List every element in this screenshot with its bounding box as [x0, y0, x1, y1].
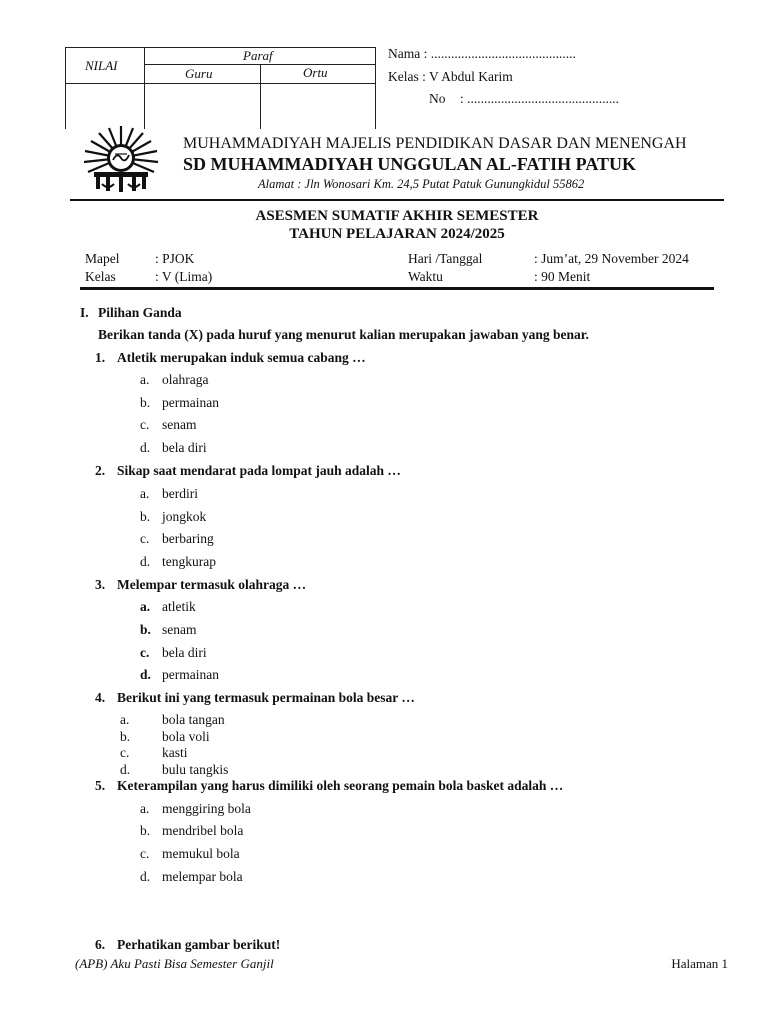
question-number: 1.	[95, 350, 106, 365]
organization-name: MUHAMMADIYAH MAJELIS PENDIDIKAN DASAR DAN MENENGAH	[183, 135, 687, 152]
option-text: melempar bola	[162, 869, 243, 884]
option-letter[interactable]: d.	[140, 554, 151, 569]
waktu-label: Waktu	[408, 269, 443, 284]
ortu-signature-cell[interactable]	[261, 84, 375, 129]
waktu-value: : 90 Menit	[534, 269, 591, 284]
option-text: permainan	[162, 395, 219, 410]
kelas-value: : V (Lima)	[155, 269, 213, 284]
exam-title: ASESMEN SUMATIF AKHIR SEMESTER	[255, 208, 539, 224]
option-text: bela diri	[162, 645, 207, 660]
mapel-label: Mapel	[85, 251, 120, 266]
hari-value: : Jum’at, 29 November 2024	[534, 251, 689, 266]
question-number: 4.	[95, 690, 106, 705]
question-text: Atletik merupakan induk semua cabang …	[117, 350, 366, 365]
option-text: tengkurap	[162, 554, 216, 569]
question-text: Berikut ini yang termasuk permainan bola besar …	[117, 690, 415, 705]
option-text: bela diri	[162, 440, 207, 455]
school-name: SD MUHAMMADIYAH UNGGULAN AL-FATIH PATUK	[183, 154, 636, 174]
option-text: menggiring bola	[162, 801, 251, 816]
mapel-value: : PJOK	[155, 251, 195, 266]
question-number: 2.	[95, 463, 106, 478]
nilai-label: NILAI	[85, 58, 118, 73]
page-number: Halaman 1	[671, 956, 728, 971]
question-text: Perhatikan gambar berikut!	[117, 937, 281, 952]
student-no-field[interactable]: : .............................................	[460, 91, 620, 106]
option-text: atletik	[162, 599, 196, 614]
option-text: permainan	[162, 667, 219, 682]
option-text: senam	[162, 417, 197, 432]
option-letter[interactable]: c.	[120, 745, 130, 760]
option-letter[interactable]: d.	[140, 667, 151, 682]
option-letter[interactable]: a.	[120, 712, 130, 727]
option-letter[interactable]: d.	[120, 762, 131, 777]
student-class: Kelas : V Abdul Karim	[388, 69, 513, 84]
school-address: Alamat : Jln Wonosari Km. 24,5 Putat Patuk Gunungkidul 55862	[258, 177, 585, 191]
option-letter[interactable]: a.	[140, 372, 150, 387]
paraf-label: Paraf	[243, 48, 273, 63]
muhammadiyah-logo-icon	[80, 124, 162, 194]
option-letter[interactable]: b.	[140, 509, 151, 524]
option-letter[interactable]: d.	[140, 440, 151, 455]
question-text: Sikap saat mendarat pada lompat jauh adalah …	[117, 463, 401, 478]
section-title: Pilihan Ganda	[98, 305, 182, 320]
option-text: bulu tangkis	[162, 762, 229, 777]
kelas-label: Kelas	[85, 269, 116, 284]
option-text: berbaring	[162, 531, 214, 546]
hari-label: Hari /Tanggal	[408, 251, 483, 266]
option-text: jongkok	[162, 509, 207, 524]
question-text: Melempar termasuk olahraga …	[117, 577, 307, 592]
question-text: Keterampilan yang harus dimiliki oleh seorang pemain bola basket adalah …	[117, 778, 564, 793]
question-number: 5.	[95, 778, 106, 793]
option-letter[interactable]: c.	[140, 531, 150, 546]
option-letter[interactable]: c.	[140, 417, 150, 432]
option-text: berdiri	[162, 486, 198, 501]
section-number: I.	[80, 305, 89, 320]
section-instruction: Berikan tanda (X) pada huruf yang menurut kalian merupakan jawaban yang benar.	[98, 327, 589, 342]
option-letter[interactable]: d.	[140, 869, 151, 884]
option-letter[interactable]: a.	[140, 599, 151, 614]
option-text: mendribel bola	[162, 823, 244, 838]
header-divider	[70, 199, 724, 201]
exam-year: TAHUN PELAJARAN 2024/2025	[289, 226, 505, 242]
option-letter[interactable]: c.	[140, 645, 150, 660]
option-text: olahraga	[162, 372, 209, 387]
option-letter[interactable]: b.	[140, 823, 151, 838]
ortu-label: Ortu	[303, 65, 328, 80]
student-name-field[interactable]: Nama : ...........................................	[388, 46, 576, 61]
option-text: memukul bola	[162, 846, 240, 861]
option-text: kasti	[162, 745, 188, 760]
option-text: senam	[162, 622, 197, 637]
question-number: 6.	[95, 937, 106, 952]
option-letter[interactable]: a.	[140, 486, 150, 501]
footer-left: (APB) Aku Pasti Bisa Semester Ganjil	[75, 956, 274, 971]
score-table	[65, 47, 376, 129]
option-letter[interactable]: b.	[140, 622, 151, 637]
guru-label: Guru	[185, 66, 213, 81]
option-letter[interactable]: b.	[120, 729, 131, 744]
nilai-cell[interactable]	[66, 84, 144, 129]
option-letter[interactable]: b.	[140, 395, 151, 410]
question-number: 3.	[95, 577, 106, 592]
meta-divider	[80, 287, 714, 290]
option-letter[interactable]: c.	[140, 846, 150, 861]
option-text: bola tangan	[162, 712, 225, 727]
option-text: bola voli	[162, 729, 210, 744]
guru-signature-cell[interactable]	[145, 84, 260, 129]
option-letter[interactable]: a.	[140, 801, 150, 816]
student-no-label: No	[429, 91, 446, 106]
